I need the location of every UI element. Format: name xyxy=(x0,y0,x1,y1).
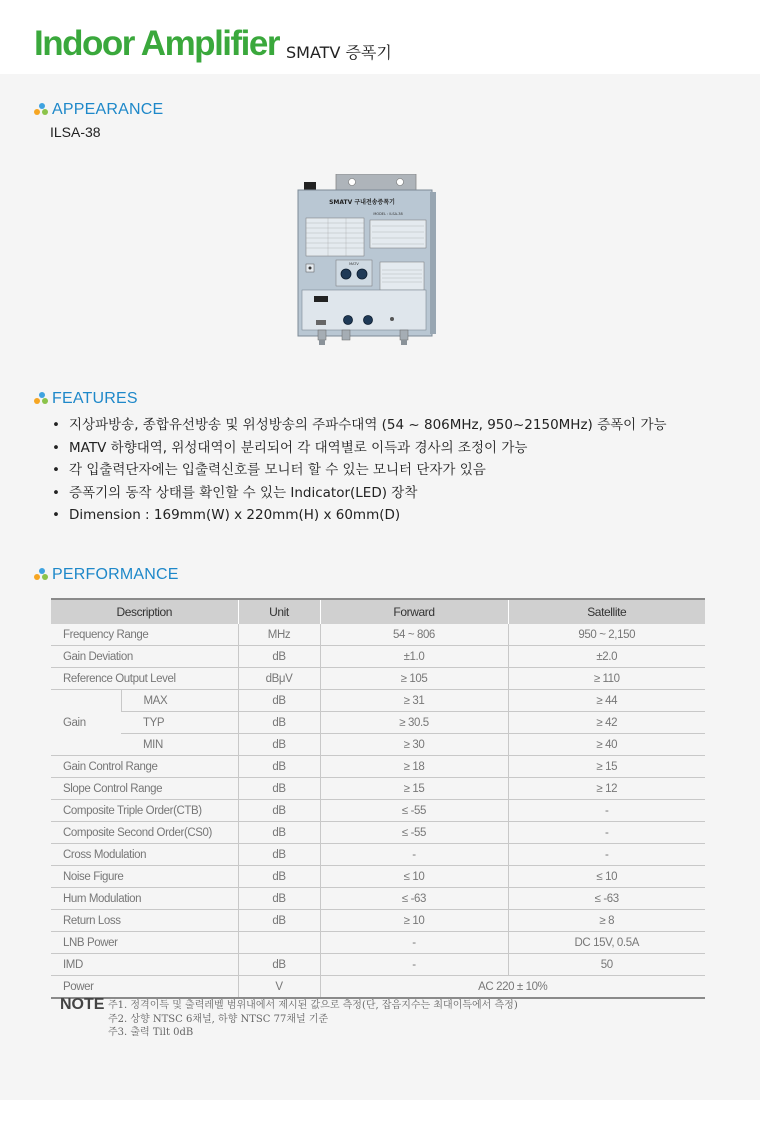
row-unit: dB xyxy=(238,690,320,712)
row-satellite: 50 xyxy=(508,954,705,976)
row-desc: Composite Second Order(CS0) xyxy=(51,822,238,844)
row-unit: dB xyxy=(238,866,320,888)
row-satellite: ≤ -63 xyxy=(508,888,705,910)
row-forward: ≥ 30 xyxy=(320,734,508,756)
row-unit: dB xyxy=(238,756,320,778)
row-unit xyxy=(238,932,320,954)
table-row xyxy=(51,888,705,910)
page-header xyxy=(0,0,760,74)
table-row xyxy=(51,690,705,712)
row-forward: - xyxy=(320,954,508,976)
feature-item: • 지상파방송, 종합유선방송 및 위성방송의 주파수대역 (54 ~ 806MHz, 950~2150MHz) 증폭이 가능 xyxy=(52,414,667,437)
table-row xyxy=(51,976,705,999)
row-unit: dB xyxy=(238,844,320,866)
row-forward: ≥ 30.5 xyxy=(320,712,508,734)
row-unit: dB xyxy=(238,822,320,844)
knob-sat-slope xyxy=(364,316,373,325)
row-forward: ≤ -63 xyxy=(320,888,508,910)
row-forward: ≤ -55 xyxy=(320,800,508,822)
row-unit: dB xyxy=(238,778,320,800)
table-row xyxy=(51,624,705,646)
row-unit: V xyxy=(238,976,320,999)
performance-title: PERFORMANCE xyxy=(52,566,179,583)
row-forward: ≥ 10 xyxy=(320,910,508,932)
row-satellite: ≥ 15 xyxy=(508,756,705,778)
row-desc: Frequency Range xyxy=(51,624,238,646)
table-row xyxy=(51,954,705,976)
row-unit: dB xyxy=(238,800,320,822)
table-row xyxy=(51,932,705,954)
page-subtitle: SMATV 증폭기 xyxy=(286,43,392,62)
row-desc: Noise Figure xyxy=(51,866,238,888)
feature-item: • 각 입출력단자에는 입출력신호를 모니터 할 수 있는 모니터 단자가 있음 xyxy=(52,459,667,482)
row-unit: dB xyxy=(238,646,320,668)
row-satellite: ≥ 8 xyxy=(508,910,705,932)
row-satellite: ≥ 110 xyxy=(508,668,705,690)
header-satellite: Satellite xyxy=(508,599,705,624)
row-unit: dB xyxy=(238,888,320,910)
satellite-switch xyxy=(314,296,328,302)
table-row xyxy=(51,646,705,668)
page-title: Indoor Amplifier xyxy=(34,24,279,63)
header-description: Description xyxy=(51,599,238,624)
row-satellite: ≥ 12 xyxy=(508,778,705,800)
row-desc: Hum Modulation xyxy=(51,888,238,910)
row-forward: ≥ 31 xyxy=(320,690,508,712)
device-model-label: MODEL : ILSA-38 xyxy=(373,212,403,216)
header-unit: Unit xyxy=(238,599,320,624)
content-area xyxy=(0,74,760,1100)
monitor-port xyxy=(316,320,326,325)
row-desc: IMD xyxy=(51,954,238,976)
row-satellite: ≤ 10 xyxy=(508,866,705,888)
bullet-dots-icon xyxy=(34,103,48,117)
row-unit: dBμV xyxy=(238,668,320,690)
row-desc: Return Loss xyxy=(51,910,238,932)
row-unit: dB xyxy=(238,954,320,976)
row-forward: ≥ 18 xyxy=(320,756,508,778)
table-row xyxy=(51,844,705,866)
row-forward: ≤ -55 xyxy=(320,822,508,844)
row-satellite: ≥ 40 xyxy=(508,734,705,756)
row-subdesc: MAX xyxy=(121,690,238,712)
features-title: FEATURES xyxy=(52,390,138,407)
row-satellite: DC 15V, 0.5A xyxy=(508,932,705,954)
features-heading xyxy=(34,390,138,408)
row-satellite: - xyxy=(508,822,705,844)
row-forward: - xyxy=(320,844,508,866)
row-desc: Power xyxy=(51,976,238,999)
bullet-dots-icon xyxy=(34,392,48,406)
row-subdesc: TYP xyxy=(121,712,238,734)
row-subdesc: MIN xyxy=(121,734,238,756)
connector-mid xyxy=(342,330,350,340)
knob-gain xyxy=(341,269,351,279)
header-forward: Forward xyxy=(320,599,508,624)
connector-left xyxy=(318,330,326,340)
row-satellite: 950 ~ 2,150 xyxy=(508,624,705,646)
connector-right xyxy=(400,330,408,340)
table-row xyxy=(51,668,705,690)
amplifier-device-image xyxy=(296,174,436,346)
table-row xyxy=(51,866,705,888)
bracket-hole-left xyxy=(349,179,356,186)
note-lines xyxy=(108,999,518,1040)
spec-table-right xyxy=(370,220,426,248)
spec-table-left xyxy=(306,218,364,256)
device-label: SMATV 구내전송증폭기 xyxy=(329,199,395,206)
device-bracket xyxy=(336,174,416,190)
table-row xyxy=(51,822,705,844)
note-line: 주3. 출력 Tilt 0dB xyxy=(108,1027,194,1038)
row-forward: 54 ~ 806 xyxy=(320,624,508,646)
device-side xyxy=(430,192,436,334)
table-row xyxy=(51,734,705,756)
row-satellite: ≥ 44 xyxy=(508,690,705,712)
table-row xyxy=(51,910,705,932)
appearance-heading xyxy=(34,101,163,119)
row-unit: dB xyxy=(238,910,320,932)
appearance-title: APPEARANCE xyxy=(52,101,164,118)
row-unit: dB xyxy=(238,734,320,756)
row-satellite: ±2.0 xyxy=(508,646,705,668)
performance-table xyxy=(51,598,705,999)
warning-label xyxy=(380,262,424,290)
features-list xyxy=(52,414,667,527)
table-header-row xyxy=(51,599,705,624)
row-desc: Cross Modulation xyxy=(51,844,238,866)
row-unit: MHz xyxy=(238,624,320,646)
note-line: 주1. 정격이득 및 출력레벨 범위내에서 제시된 값으로 측정(단, 잡음지수는 최대이득에서 측정) xyxy=(108,1000,518,1011)
table-row xyxy=(51,800,705,822)
performance-heading xyxy=(34,566,179,584)
row-forward: ≤ 10 xyxy=(320,866,508,888)
note-label: NOTE xyxy=(60,996,105,1013)
row-desc: Slope Control Range xyxy=(51,778,238,800)
row-desc: Gain Deviation xyxy=(51,646,238,668)
table-row xyxy=(51,712,705,734)
knob-slope xyxy=(357,269,367,279)
table-row xyxy=(51,778,705,800)
row-satellite: ≥ 42 xyxy=(508,712,705,734)
row-forward: - xyxy=(320,932,508,954)
feature-item: • Dimension : 169mm(W) x 220mm(H) x 60mm(D) xyxy=(52,504,667,527)
feature-item: • 증폭기의 동작 상태를 확인할 수 있는 Indicator(LED) 장착 xyxy=(52,482,667,505)
note-line: 주2. 상향 NTSC 6채널, 하향 NTSC 77채널 기준 xyxy=(108,1013,329,1025)
row-value: AC 220 ± 10% xyxy=(320,976,705,999)
row-forward: ±1.0 xyxy=(320,646,508,668)
knob-sat-gain xyxy=(344,316,353,325)
row-satellite: - xyxy=(508,800,705,822)
row-forward: ≥ 105 xyxy=(320,668,508,690)
row-unit: dB xyxy=(238,712,320,734)
model-name: ILSA-38 xyxy=(50,124,101,140)
row-desc: Reference Output Level xyxy=(51,668,238,690)
row-forward: ≥ 15 xyxy=(320,778,508,800)
knob-label: MATV xyxy=(349,262,359,266)
feature-item: • MATV 하향대역, 위성대역이 분리되어 각 대역별로 이득과 경사의 조정이 가능 xyxy=(52,437,667,460)
row-satellite: - xyxy=(508,844,705,866)
table-row xyxy=(51,756,705,778)
row-desc: Composite Triple Order(CTB) xyxy=(51,800,238,822)
row-desc: LNB Power xyxy=(51,932,238,954)
bracket-hole-right xyxy=(397,179,404,186)
row-desc: Gain Control Range xyxy=(51,756,238,778)
bullet-dots-icon xyxy=(34,568,48,582)
row-desc-gain: Gain xyxy=(51,690,121,756)
